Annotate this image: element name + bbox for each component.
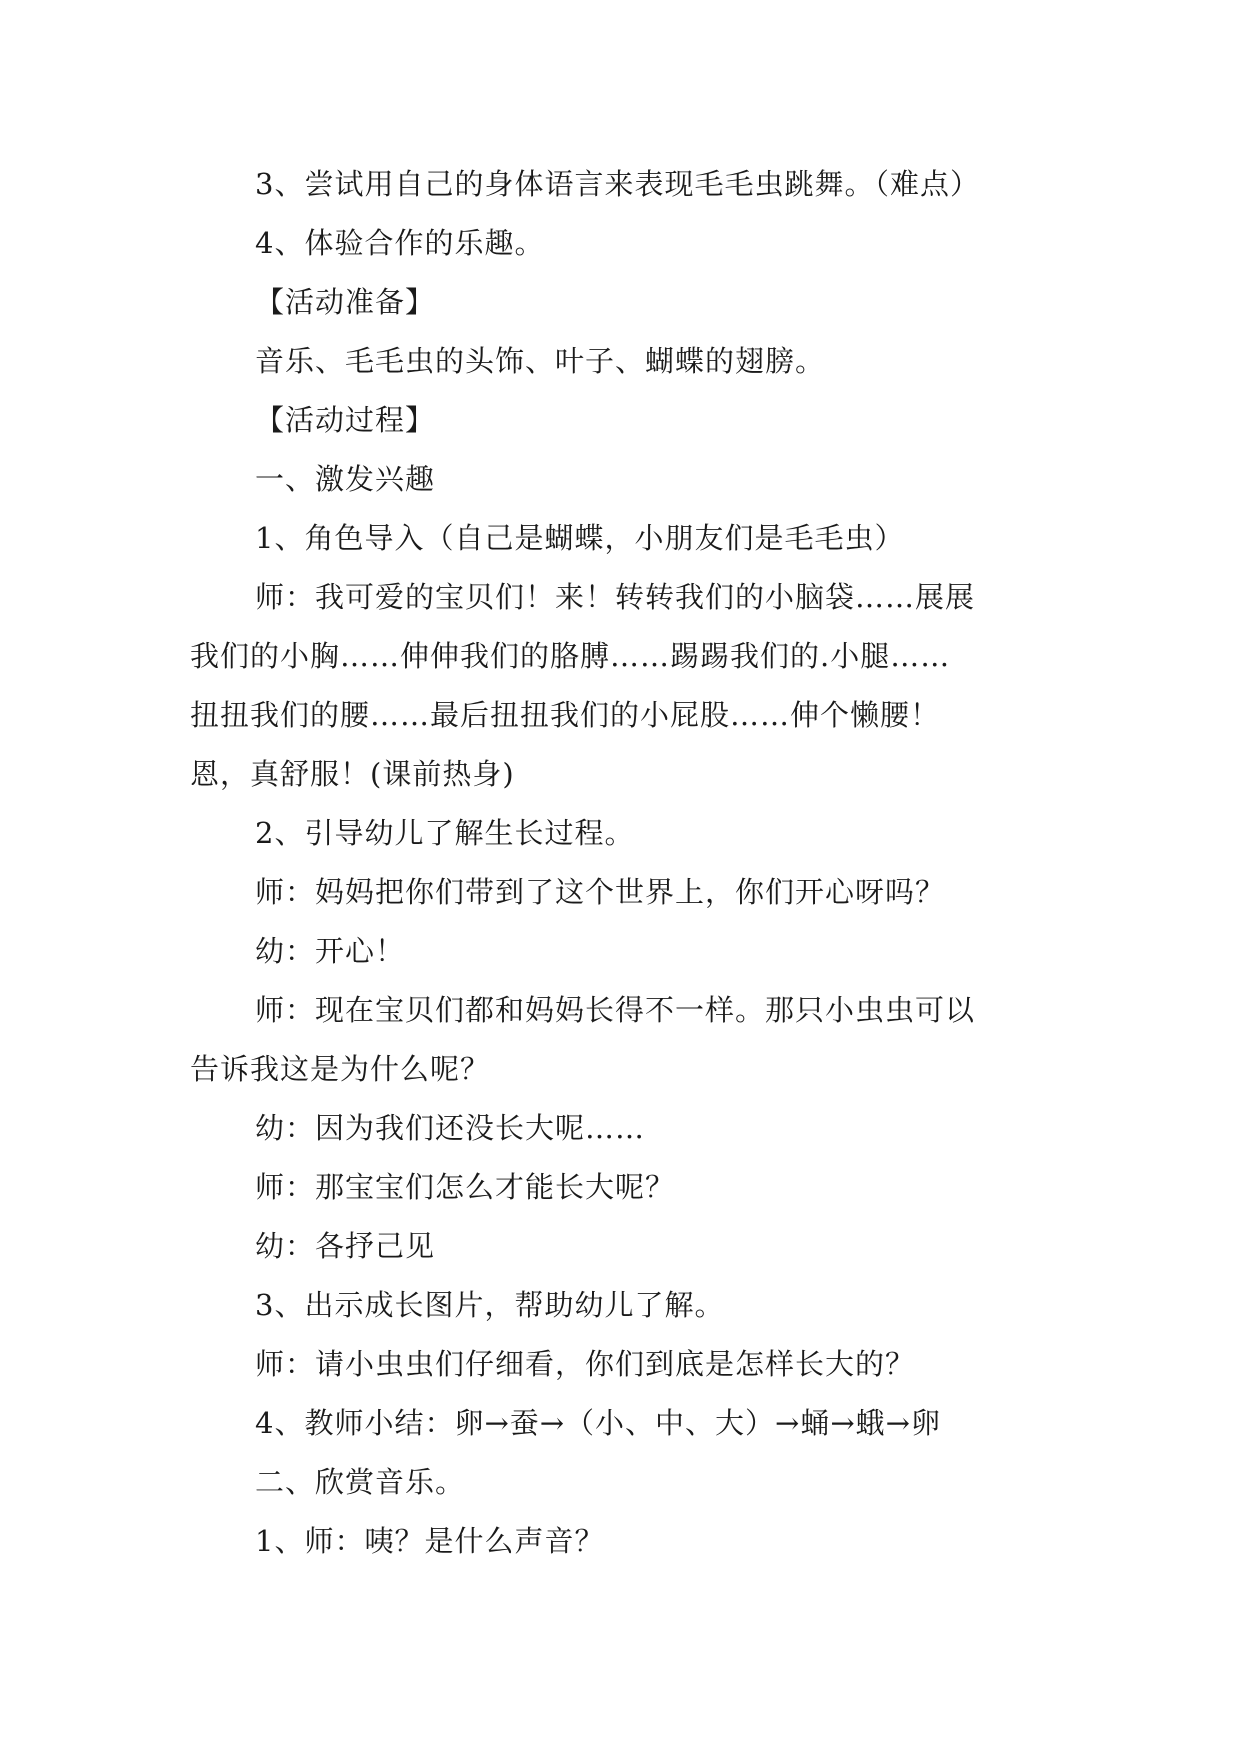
paragraph-line: 师：我可爱的宝贝们！来！转转我们的小脑袋……展展 [255, 580, 976, 614]
substep-2-1: 1、师：咦？是什么声音？ [255, 1524, 605, 1558]
goal-item-4: 4、体验合作的乐趣。 [255, 226, 545, 260]
dialogue-line: 幼：各抒己见 [255, 1229, 436, 1263]
section-heading-process: 【活动过程】 [255, 403, 436, 437]
paragraph-line: 我们的小胸……伸伸我们的胳膊……踢踢我们的.小腿…… [190, 639, 951, 673]
paragraph-line: 扭扭我们的腰……最后扭扭我们的小屁股……伸个懒腰！ [190, 698, 941, 732]
dialogue-line: 告诉我这是为什么呢？ [190, 1052, 491, 1086]
substep-1-4: 4、教师小结：卵→蚕→（小、中、大）→蛹→蛾→卵 [255, 1406, 941, 1440]
goal-item-3: 3、尝试用自己的身体语言来表现毛毛虫跳舞。（难点） [255, 167, 980, 201]
preparation-materials: 音乐、毛毛虫的头饰、叶子、蝴蝶的翅膀。 [255, 344, 826, 378]
dialogue-line: 师：那宝宝们怎么才能长大呢？ [255, 1170, 676, 1204]
step-heading-1: 一、激发兴趣 [255, 462, 436, 496]
section-heading-preparation: 【活动准备】 [255, 285, 436, 319]
dialogue-line: 幼：开心！ [255, 934, 406, 968]
step-heading-2: 二、欣赏音乐。 [255, 1465, 466, 1499]
substep-1-3: 3、出示成长图片，帮助幼儿了解。 [255, 1288, 725, 1322]
dialogue-line: 师：现在宝贝们都和妈妈长得不一样。那只小虫虫可以 [255, 993, 976, 1027]
substep-1-2: 2、引导幼儿了解生长过程。 [255, 816, 635, 850]
dialogue-line: 师：请小虫虫们仔细看，你们到底是怎样长大的？ [255, 1347, 916, 1381]
substep-1-1: 1、角色导入（自己是蝴蝶，小朋友们是毛毛虫） [255, 521, 905, 555]
dialogue-line: 幼：因为我们还没长大呢…… [255, 1111, 646, 1145]
dialogue-line: 师：妈妈把你们带到了这个世界上，你们开心呀吗？ [255, 875, 946, 909]
paragraph-line: 恩，真舒服！(课前热身) [190, 757, 515, 791]
